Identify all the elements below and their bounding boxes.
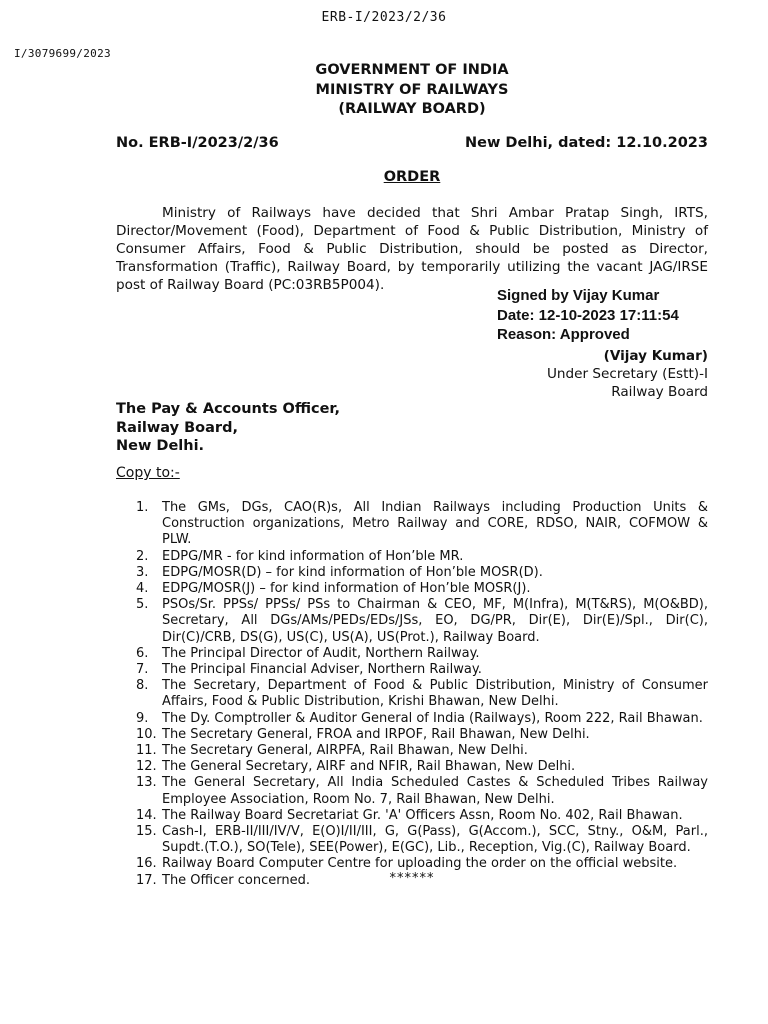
reference-line xyxy=(116,135,708,151)
list-item: 14. The Railway Board Secretariat Gr. 'A' Officers Assn, Room No. 402, Rail Bhawan. xyxy=(136,807,683,823)
reference-number: No. ERB-I/2023/2/36 xyxy=(116,135,279,151)
addressee-line-2: Railway Board, xyxy=(116,419,238,436)
list-item: 6. The Principal Director of Audit, Northern Railway. xyxy=(136,645,480,661)
copy-list xyxy=(136,500,708,889)
list-item: 2. EDPG/MR - for kind information of Hon’ble MR. xyxy=(136,548,464,564)
signatory-name: (Vijay Kumar) xyxy=(603,348,708,364)
letterhead-line-ministry: MINISTRY OF RAILWAYS xyxy=(315,81,509,98)
date-line: New Delhi, dated: 12.10.2023 xyxy=(465,135,708,151)
signatory-designation: Under Secretary (Estt)-I xyxy=(546,366,708,382)
addressee-block xyxy=(116,400,340,456)
list-item: 3. EDPG/MOSR(D) – for kind information of Hon’ble MOSR(D). xyxy=(136,564,543,580)
addressee-line-3: New Delhi. xyxy=(116,438,205,454)
signature-reason: Reason: Approved xyxy=(497,326,630,343)
signature-date: Date: 12-10-2023 17:11:54 xyxy=(497,306,679,324)
end-mark: ****** xyxy=(389,871,435,886)
list-item: 17. The Officer concerned. xyxy=(136,872,310,888)
file-number: I/3079699/2023 xyxy=(14,47,111,60)
list-item: 7. The Principal Financial Adviser, Northern Railway. xyxy=(136,662,482,678)
list-item: 10. The Secretary General, FROA and IRPOF, Rail Bhawan, New Delhi. xyxy=(136,726,590,742)
list-item: 1. The GMs, DGs, CAO(R)s, All Indian Railways including Production Units & Construction organizations, Metro Railway and CORE, RDSO, NAIR, COFMOW & PLW. xyxy=(136,500,708,548)
order-body: Ministry of Railways have decided that Shri Ambar Pratap Singh, IRTS, Director/Movement (Food), Department of Food & Public Distribution, Ministry of Consumer Affairs, Food & Public Distribution, should be posted as Director, Transformation (Traffic), Railway Board, by temporarily utilizing the vacant JAG/IRSE post of Railway Board (PC:03RB5P004). xyxy=(116,205,708,293)
list-item: 4. EDPG/MOSR(J) – for kind information of Hon’ble MOSR(J). xyxy=(136,581,531,597)
signatory-block xyxy=(420,347,708,401)
list-item: 13. The General Secretary, All India Scheduled Castes & Scheduled Tribes Railway Employee Association, Room No. 7, Rail Bhawan, New Delhi. xyxy=(136,775,708,807)
order-title: ORDER xyxy=(383,169,441,185)
letterhead-line-government: GOVERNMENT OF INDIA xyxy=(315,62,509,78)
list-item: 9. The Dy. Comptroller & Auditor General of India (Railways), Room 222, Rail Bhawan. xyxy=(136,710,703,726)
list-item: 8. The Secretary, Department of Food & Public Distribution, Ministry of Consumer Affairs, Food & Public Distribution, Krishi Bhawan, New Delhi. xyxy=(136,678,708,710)
signed-by: Signed by Vijay Kumar xyxy=(497,287,660,304)
signatory-office: Railway Board xyxy=(611,384,708,400)
letterhead-line-board: (RAILWAY BOARD) xyxy=(338,101,486,117)
digital-signature-block xyxy=(497,286,679,345)
addressee-line-1: The Pay & Accounts Officer, xyxy=(116,401,340,417)
list-item: 16. Railway Board Computer Centre for uploading the order on the official website. xyxy=(136,856,678,872)
list-item: 11. The Secretary General, AIRPFA, Rail Bhawan, New Delhi. xyxy=(136,743,528,759)
header-reference: ERB-I/2023/2/36 xyxy=(321,10,447,25)
list-item: 15. Cash-I, ERB-II/III/IV/V, E(O)I/II/III, G, G(Pass), G(Accom.), SCC, Stny., O&M, Parl., Supdt.(T.O.), SO(Tele), SEE(Power), E(GC), Lib., Reception, Vig.(C), Railway Board. xyxy=(136,824,708,856)
copy-to-label: Copy to:- xyxy=(116,465,180,481)
letterhead xyxy=(0,61,768,120)
list-item: 5. PSOs/Sr. PPSs/ PPSs/ PSs to Chairman & CEO, MF, M(Infra), M(T&RS), M(O&BD), Secretary, All DGs/AMs/PEDs/EDs/JSs, EO, DG/PR, Dir(E), Dir(E)/Spl., Dir(C), Dir(C)/CRB, DS(G), US(C), US(A), US(Prot.), Railway Board. xyxy=(136,597,708,645)
list-item: 12. The General Secretary, AIRF and NFIR, Rail Bhawan, New Delhi. xyxy=(136,759,576,775)
